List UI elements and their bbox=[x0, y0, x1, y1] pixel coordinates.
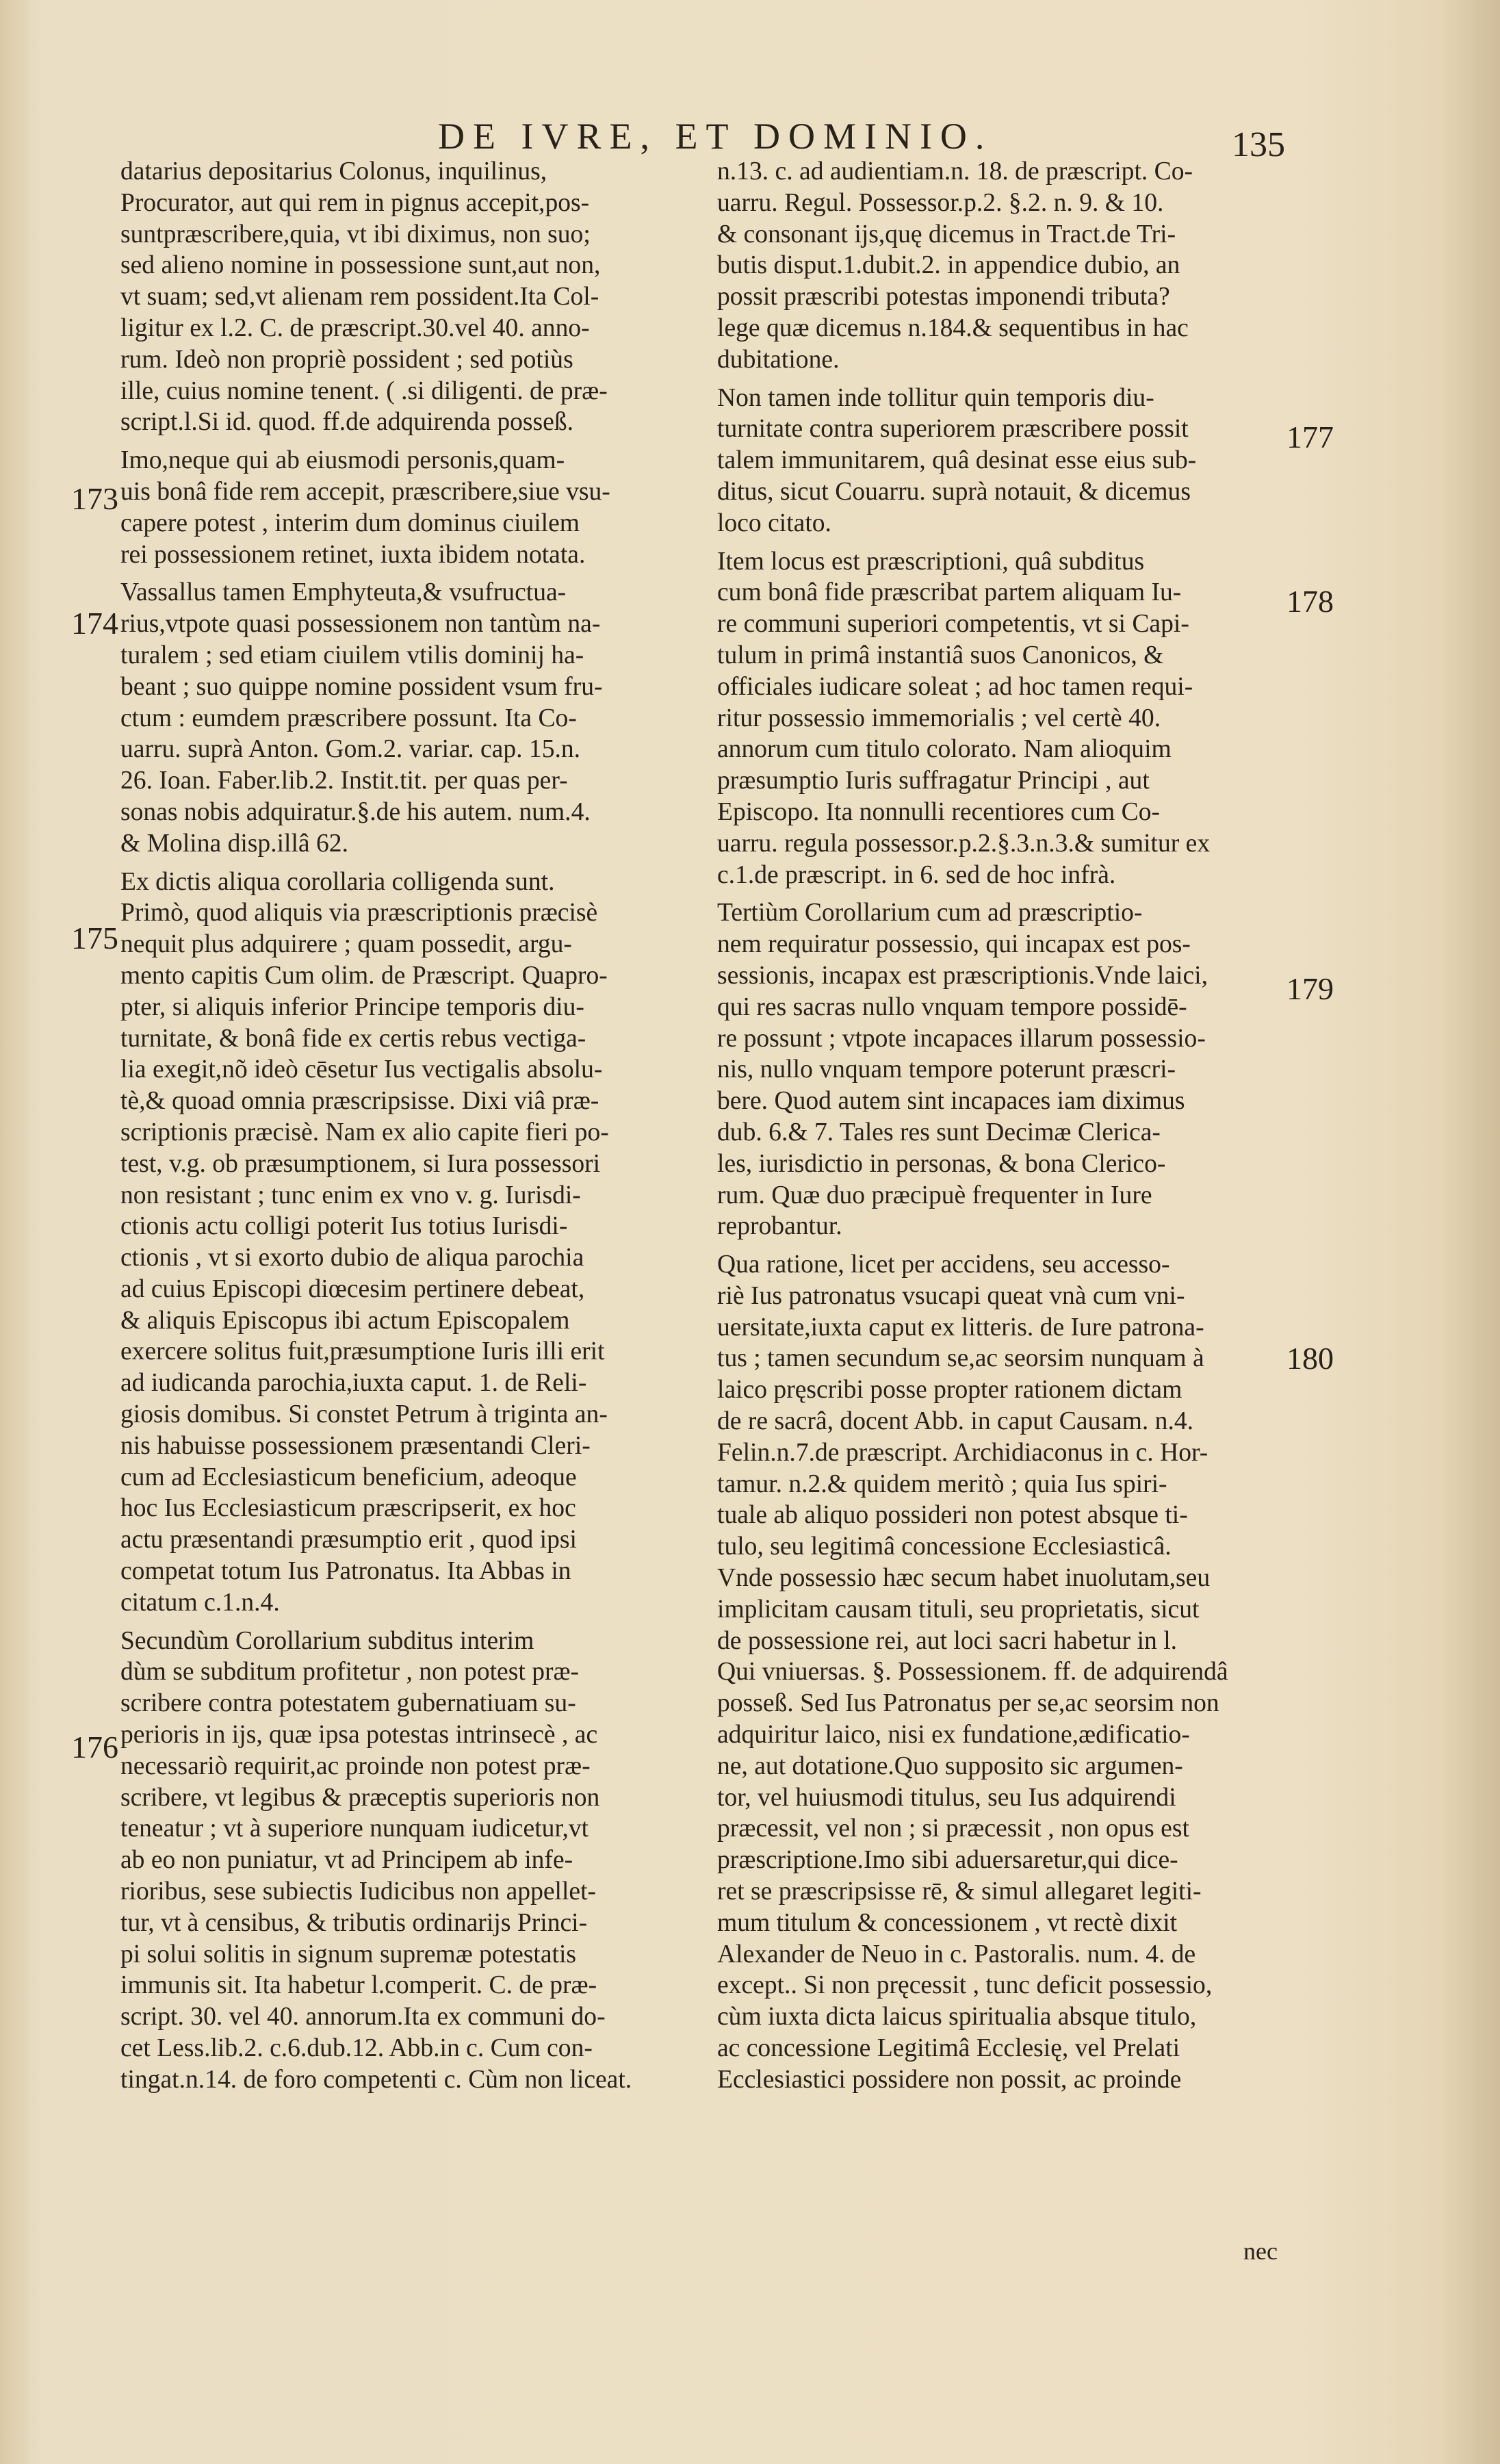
margin-number-173: 173 bbox=[71, 481, 118, 516]
text-line: scribere, vt legibus & præceptis superioris non bbox=[120, 1783, 600, 1812]
page-edge-shadow bbox=[1438, 0, 1500, 2464]
text-line: scribere contra potestatem gubernatiuam su- bbox=[120, 1689, 576, 1718]
text-line: sed alieno nomine in possessione sunt,aut non, bbox=[120, 251, 601, 280]
text-line: tulum in primâ instantiâ suos Canonicos, & bbox=[717, 641, 1164, 669]
text-line: ac concessione Legitimâ Ecclesię, vel Prelati bbox=[717, 2034, 1180, 2063]
text-line: ctionis actu colligi poterit Ius totius Iurisdi- bbox=[120, 1212, 568, 1241]
text-line: tuale ab aliquo possideri non potest absque ti- bbox=[717, 1501, 1188, 1530]
text-line: citatum c.1.n.4. bbox=[120, 1588, 280, 1617]
text-line: Vassallus tamen Emphyteuta,& vsufructua- bbox=[120, 578, 567, 607]
text-line: officiales iudicare soleat ; ad hoc tamen requi- bbox=[717, 672, 1193, 701]
text-line: Primò, quod aliquis via præscriptionis præcisè bbox=[120, 899, 598, 927]
text-line: Vnde possessio hæc secum habet inuolutam,seu bbox=[717, 1564, 1211, 1593]
text-line: uis bonâ fide rem accepit, præscribere,siue vsu- bbox=[120, 477, 610, 506]
text-line: cet Less.lib.2. c.6.dub.12. Abb.in c. Cum con- bbox=[120, 2034, 593, 2063]
text-line: Ecclesiastici possidere non possit, ac proinde bbox=[717, 2065, 1182, 2094]
text-line: mento capitis Cum olim. de Præscript. Quapro- bbox=[120, 961, 608, 990]
text-line: except.. Si non pręcessit , tunc deficit possessio, bbox=[717, 1971, 1213, 2000]
text-line: re communi superiori competentis, vt si Capi- bbox=[717, 610, 1189, 639]
paragraph-gap bbox=[120, 860, 688, 867]
text-line: ille, cuius nomine tenent. ( .si diligenti. de præ- bbox=[120, 376, 608, 405]
text-line: tur, vt à censibus, & tributis ordinarijs Princi- bbox=[120, 1908, 588, 1937]
margin-number-175: 175 bbox=[71, 921, 118, 955]
text-line: implicitam causam tituli, seu proprietatis, sicut bbox=[717, 1595, 1200, 1624]
text-line: & consonant ijs,quę dicemus in Tract.de Tri- bbox=[717, 220, 1176, 248]
text-line: Secundùm Corollarium subditus interim bbox=[120, 1626, 534, 1655]
paragraph-gap bbox=[120, 1619, 688, 1626]
text-line: cum ad Ecclesiasticum beneficium, adeoque bbox=[120, 1463, 577, 1491]
text-line: de possessione rei, aut loci sacri habetur in l. bbox=[717, 1626, 1178, 1655]
text-line: præscriptione.Imo sibi aduersaretur,qui dice- bbox=[717, 1846, 1178, 1875]
text-line: qui res sacras nullo vnquam tempore possidē- bbox=[717, 992, 1187, 1021]
text-line: datarius depositarius Colonus, inquilinus, bbox=[120, 157, 547, 185]
text-line: nis, nullo vnquam tempore poterunt præscri- bbox=[717, 1055, 1176, 1084]
text-line: tamur. n.2.& quidem meritò ; quia Ius spiri- bbox=[717, 1470, 1167, 1498]
text-line: rum. Quæ duo præcipuè frequenter in Iure bbox=[717, 1181, 1152, 1209]
text-line: tus ; tamen secundum se,ac seorsim nunquam à bbox=[717, 1344, 1204, 1373]
text-line: tulo, seu legitimâ concessione Ecclesiasticâ. bbox=[717, 1532, 1172, 1561]
text-line: tor, vel huiusmodi titulus, seu Ius adquirendi bbox=[717, 1783, 1176, 1812]
text-line: loco citato. bbox=[717, 509, 831, 537]
text-line: Episcopo. Ita nonnulli recentiores cum Co- bbox=[717, 797, 1161, 826]
text-line: exercere solitus fuit,præsumptione Iuris illi erit bbox=[120, 1337, 605, 1366]
text-line: ditus, sicut Couarru. suprà notauit, & dicemus bbox=[717, 477, 1191, 506]
right-column bbox=[717, 156, 1286, 2096]
text-line: Non tamen inde tollitur quin temporis diu- bbox=[717, 383, 1154, 412]
text-line: possit præscribi potestas imponendi tributa? bbox=[717, 283, 1170, 311]
text-line: & Molina disp.illâ 62. bbox=[120, 829, 348, 858]
text-line: competat totum Ius Patronatus. Ita Abbas in bbox=[120, 1557, 571, 1586]
text-line: 26. Ioan. Faber.lib.2. Instit.tit. per quas per- bbox=[120, 767, 568, 795]
text-line: Alexander de Neuo in c. Pastoralis. num. 4. de bbox=[717, 1940, 1196, 1968]
text-line: actu præsentandi præsumptio erit , quod ipsi bbox=[120, 1526, 577, 1554]
text-line: hoc Ius Ecclesiasticum præscripserit, ex hoc bbox=[120, 1494, 576, 1523]
text-line: ad cuius Episcopi diœcesim pertinere debeat, bbox=[120, 1274, 585, 1303]
text-line: giosis domibus. Si constet Petrum à triginta an- bbox=[120, 1400, 608, 1429]
text-line: talem immunitarem, quâ desinat esse eius sub- bbox=[717, 446, 1197, 475]
text-line: nis habuisse possessionem præsentandi Cleri- bbox=[120, 1431, 591, 1460]
page-number: 135 bbox=[1232, 125, 1285, 164]
text-line: posseß. Sed Ius Patronatus per se,ac seorsim non bbox=[717, 1689, 1219, 1718]
text-line: adquiritur laico, nisi ex fundatione,ædificatio- bbox=[717, 1721, 1190, 1749]
paragraph-gap bbox=[717, 539, 1286, 546]
text-line: de re sacrâ, docent Abb. in caput Causam. n.4. bbox=[717, 1407, 1194, 1436]
text-line: nem requiratur possessio, qui incapax est pos- bbox=[717, 930, 1191, 959]
text-line: Ex dictis aliqua corollaria colligenda sunt. bbox=[120, 867, 555, 896]
text-line: turnitate, & bonâ fide ex certis rebus vectiga- bbox=[120, 1024, 586, 1053]
text-line: c.1.de præscript. in 6. sed de hoc infrà. bbox=[717, 860, 1116, 889]
paragraph-gap bbox=[717, 890, 1286, 897]
text-line: les, iurisdictio in personas, & bona Clerico- bbox=[717, 1149, 1166, 1178]
text-line: script. 30. vel 40. annorum.Ita ex communi do- bbox=[120, 2003, 606, 2031]
text-line: capere potest , interim dum dominus ciuilem bbox=[120, 509, 580, 537]
text-line: laico pręscribi posse propter rationem dictam bbox=[717, 1376, 1182, 1404]
margin-number-177: 177 bbox=[1286, 420, 1334, 454]
text-line: ligitur ex l.2. C. de præscript.30.vel 40. anno- bbox=[120, 313, 590, 342]
text-line: cùm iuxta dicta laicus spiritualia absque titulo, bbox=[717, 2003, 1197, 2031]
text-line: ad iudicanda parochia,iuxta caput. 1. de Reli- bbox=[120, 1369, 587, 1398]
text-line: uarru. suprà Anton. Gom.2. variar. cap. 15.n. bbox=[120, 735, 581, 764]
text-line: scriptionis præcisè. Nam ex alio capite fieri po- bbox=[120, 1118, 609, 1146]
text-line: tingat.n.14. de foro competenti c. Cùm non liceat. bbox=[120, 2065, 632, 2094]
paragraph-gap bbox=[717, 376, 1286, 383]
text-line: ctum : eumdem præscribere possunt. Ita Co- bbox=[120, 704, 577, 732]
text-line: pi solui solitis in signum supremæ potestatis bbox=[120, 1940, 577, 1968]
text-line: necessariò requirit,ac proinde non potest præ- bbox=[120, 1751, 591, 1780]
text-line: Qui vniuersas. §. Possessionem. ff. de adquirendâ bbox=[717, 1658, 1228, 1686]
text-line: sessionis, incapax est præscriptionis.Vnde laici, bbox=[717, 961, 1208, 990]
text-line: rei possessionem retinet, iuxta ibidem notata. bbox=[120, 540, 586, 569]
text-line: beant ; suo quippe nomine possident vsum fru- bbox=[120, 672, 603, 701]
left-column bbox=[120, 156, 688, 2096]
text-line: mum titulum & concessionem , vt rectè dixit bbox=[717, 1908, 1178, 1937]
text-line: rioribus, sese subiectis Iudicibus non appellet- bbox=[120, 1877, 597, 1906]
text-line: sonas nobis adquiratur.§.de his autem. num.4. bbox=[120, 797, 591, 826]
margin-number-174: 174 bbox=[71, 606, 118, 641]
text-line: riè Ius patronatus vsucapi queat vnà cum vni- bbox=[717, 1281, 1185, 1310]
running-head: DE IVRE, ET DOMINIO. bbox=[438, 116, 993, 157]
text-line: suntpræscribere,quia, vt ibi diximus, non suo; bbox=[120, 220, 591, 248]
paragraph-gap bbox=[717, 1242, 1286, 1249]
text-line: ne, aut dotatione.Quo supposito sic argumen- bbox=[717, 1751, 1183, 1780]
text-line: rum. Ideò non propriè possident ; sed potiùs bbox=[120, 345, 573, 374]
text-line: præsumptio Iuris suffragatur Principi , aut bbox=[717, 767, 1150, 795]
text-line: tè,& quoad omnia præscripsisse. Dixi viâ præ- bbox=[120, 1087, 599, 1116]
text-line: pter, si aliquis inferior Principe temporis diu- bbox=[120, 992, 584, 1021]
margin-number-178: 178 bbox=[1286, 584, 1334, 619]
text-line: rius,vtpote quasi possessionem non tantùm na- bbox=[120, 610, 601, 639]
text-line: & aliquis Episcopus ibi actum Episcopalem bbox=[120, 1306, 570, 1335]
text-line: ab eo non puniatur, vt ad Principem ab infe- bbox=[120, 1846, 573, 1875]
text-line: lege quæ dicemus n.184.& sequentibus in hac bbox=[717, 313, 1189, 342]
text-line: uarru. Regul. Possessor.p.2. §.2. n. 9. & 10. bbox=[717, 188, 1164, 217]
text-line: lia exegit,nõ ideò cēsetur Ius vectigalis absolu- bbox=[120, 1055, 603, 1084]
text-line: script.l.Si id. quod. ff.de adquirenda posseß. bbox=[120, 408, 574, 437]
text-line: test, v.g. ob præsumptionem, si Iura possessori bbox=[120, 1149, 601, 1178]
text-line: nequit plus adquirere ; quam possedit, argu- bbox=[120, 930, 572, 959]
text-line: teneatur ; vt à superiore nunquam iudicetur,vt bbox=[120, 1814, 589, 1843]
text-line: Imo,neque qui ab eiusmodi personis,quam- bbox=[120, 446, 565, 475]
text-line: perioris in ijs, quæ ipsa potestas intrinsecè , ac bbox=[120, 1721, 598, 1749]
text-line: præcessit, vel non ; si præcessit , non opus est bbox=[717, 1814, 1189, 1843]
paragraph-gap bbox=[120, 438, 688, 445]
text-line: Felin.n.7.de præscript. Archidiaconus in c. Hor- bbox=[717, 1438, 1208, 1467]
text-line: uersitate,iuxta caput ex litteris. de Iure patrona- bbox=[717, 1313, 1204, 1342]
text-line: bere. Quod autem sint incapaces iam diximus bbox=[717, 1087, 1185, 1116]
text-line: dub. 6.& 7. Tales res sunt Decimæ Clerica- bbox=[717, 1118, 1161, 1146]
text-line: Tertiùm Corollarium cum ad præscriptio- bbox=[717, 899, 1143, 927]
text-line: n.13. c. ad audientiam.n. 18. de præscript. Co- bbox=[717, 157, 1193, 185]
paragraph-gap bbox=[120, 570, 688, 577]
text-line: Procurator, aut qui rem in pignus accepit,pos- bbox=[120, 188, 590, 217]
text-line: ritur possessio immemorialis ; vel certè 40. bbox=[717, 704, 1161, 732]
text-line: turalem ; sed etiam ciuilem vtilis dominij ha- bbox=[120, 641, 584, 669]
text-line: ctionis , vt si exorto dubio de aliqua parochia bbox=[120, 1244, 584, 1272]
text-line: vt suam; sed,vt alienam rem possident.Ita Col- bbox=[120, 283, 599, 311]
text-line: ret se præscripsisse rē, & simul allegaret legiti- bbox=[717, 1877, 1202, 1906]
margin-number-180: 180 bbox=[1286, 1341, 1334, 1376]
text-line: Item locus est præscriptioni, quâ subditus bbox=[717, 547, 1145, 576]
margin-number-179: 179 bbox=[1286, 971, 1334, 1006]
text-line: cum bonâ fide præscribat partem aliquam Iu- bbox=[717, 578, 1182, 607]
text-line: dubitatione. bbox=[717, 345, 840, 374]
text-line: uarru. regula possessor.p.2.§.3.n.3.& sumitur ex bbox=[717, 829, 1211, 858]
text-line: turnitate contra superiorem præscribere possit bbox=[717, 415, 1189, 444]
text-line: re possunt ; vtpote incapaces illarum possessio- bbox=[717, 1024, 1206, 1053]
text-line: immunis sit. Ita habetur l.comperit. C. de præ- bbox=[120, 1971, 597, 2000]
text-line: butis disput.1.dubit.2. in appendice dubio, an bbox=[717, 251, 1180, 280]
text-line: annorum cum titulo colorato. Nam alioquim bbox=[717, 735, 1172, 764]
margin-number-176: 176 bbox=[71, 1730, 118, 1764]
text-line: non resistant ; tunc enim ex vno v. g. Iurisdi- bbox=[120, 1181, 581, 1209]
catchword: nec bbox=[1243, 2237, 1278, 2265]
text-line: reprobantur. bbox=[717, 1212, 842, 1241]
text-line: Qua ratione, licet per accidens, seu accesso- bbox=[717, 1250, 1170, 1279]
text-line: dùm se subditum profitetur , non potest præ- bbox=[120, 1658, 580, 1686]
